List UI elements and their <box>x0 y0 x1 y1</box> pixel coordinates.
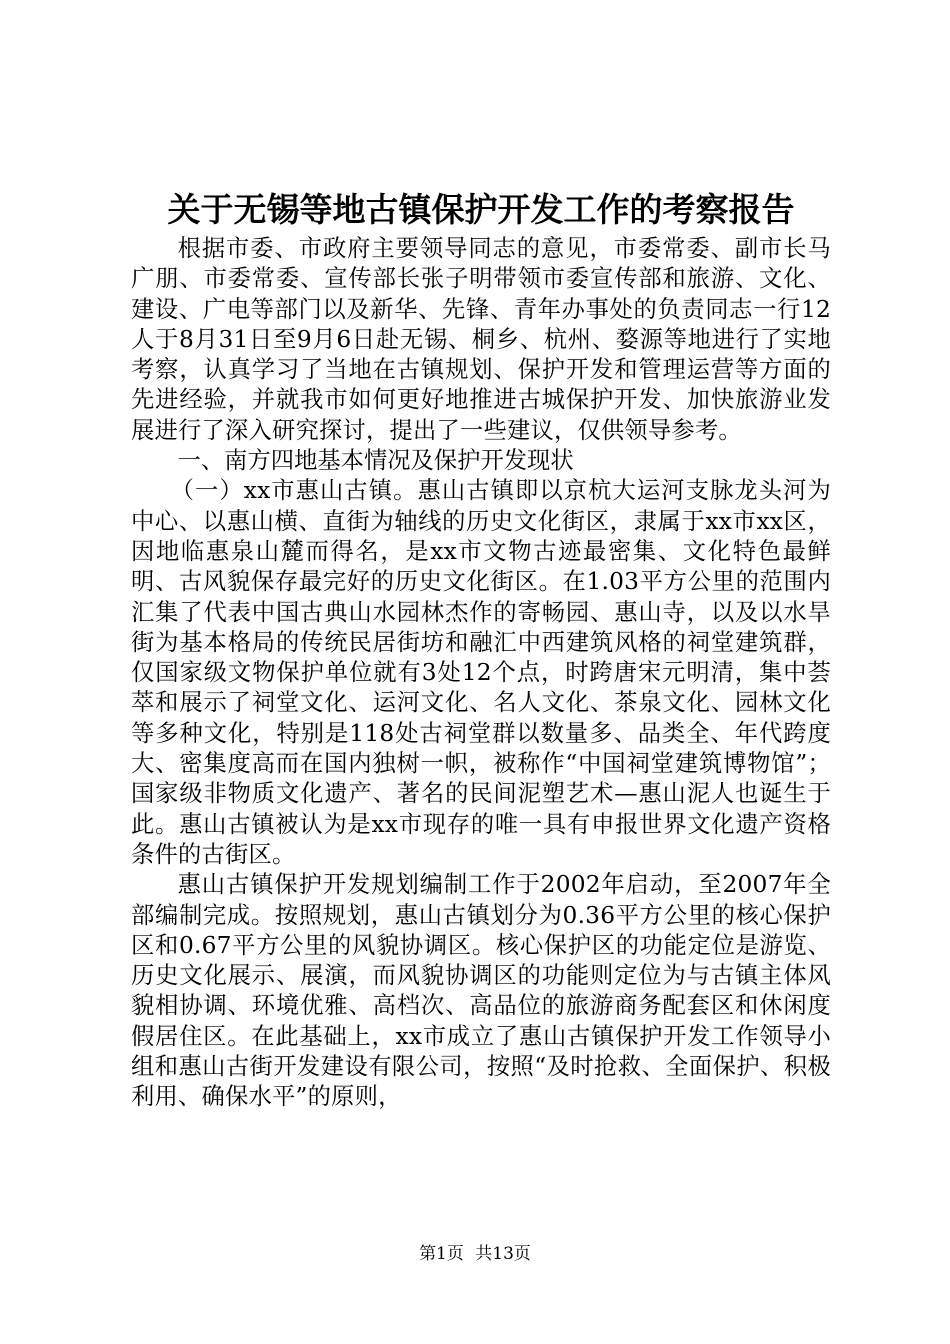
page-total: 共13页 <box>475 1244 531 1264</box>
page-number: 第1页 <box>419 1244 464 1264</box>
paragraph-intro: 根据市委、市政府主要领导同志的意见，市委常委、副市长马广朋、市委常委、宣传部长张子明带领市委宣传部和旅游、文化、建设、广电等部门以及新华、先锋、青年办事处的负责同志一行12人于8月31日至9月6日赴无锡、桐乡、杭州、婺源等地进行了实地考察，认真学习了当地在古镇规划、保护开发和管理运营等方面的先进经验，并就我市如何更好地推进古城保护开发、加快旅游业发展进行了深入研究探讨，提出了一些建议，仅供领导参考。 <box>131 235 831 444</box>
paragraph-huishan-overview: （一）xx市惠山古镇。惠山古镇即以京杭大运河支脉龙头河为中心、以惠山横、直街为轴线的历史文化街区，隶属于xx市xx区，因地临惠泉山麓而得名，是xx市文物古迹最密集、文化特色最鲜明、古风貌保存最完好的历史文化街区。在1.03平方公里的范围内汇集了代表中国古典山水园林杰作的寄畅园、惠山寺，以及以水旱街为基本格局的传统民居街坊和融汇中西建筑风格的祠堂建筑群，仅国家级文物保护单位就有3处12个点，时跨唐宋元明清，集中荟萃和展示了祠堂文化、运河文化、名人文化、茶泉文化、园林文化等多种文化，特别是118处古祠堂群以数量多、品类全、年代跨度大、密集度高而在国内独树一帜，被称作“中国祠堂建筑博物馆”；国家级非物质文化遗产、著名的民间泥塑艺术—惠山泥人也诞生于此。惠山古镇被认为是xx市现存的唯一具有申报世界文化遗产资格条件的古街区。 <box>131 477 831 868</box>
section-heading: 一、南方四地基本情况及保护开发现状 <box>177 447 574 475</box>
page-footer <box>0 1243 950 1265</box>
paragraph-huishan-planning: 惠山古镇保护开发规划编制工作于2002年启动，至2007年全部编制完成。按照规划，惠山古镇划分为0.36平方公里的核心保护区和0.67平方公里的风貌协调区。核心保护区的功能定位是游览、历史文化展示、展演，而风貌协调区的功能则定位为与古镇主体风貌相协调、环境优雅、高档次、高品位的旅游商务配套区和休闲度假居住区。在此基础上，xx市成立了惠山古镇保护开发工作领导小组和惠山古街开发建设有限公司，按照“及时抢救、全面保护、积极利用、确保水平”的原则， <box>131 871 831 1111</box>
document-page <box>131 186 831 1113</box>
document-title: 关于无锡等地古镇保护开发工作的考察报告 <box>167 190 795 229</box>
